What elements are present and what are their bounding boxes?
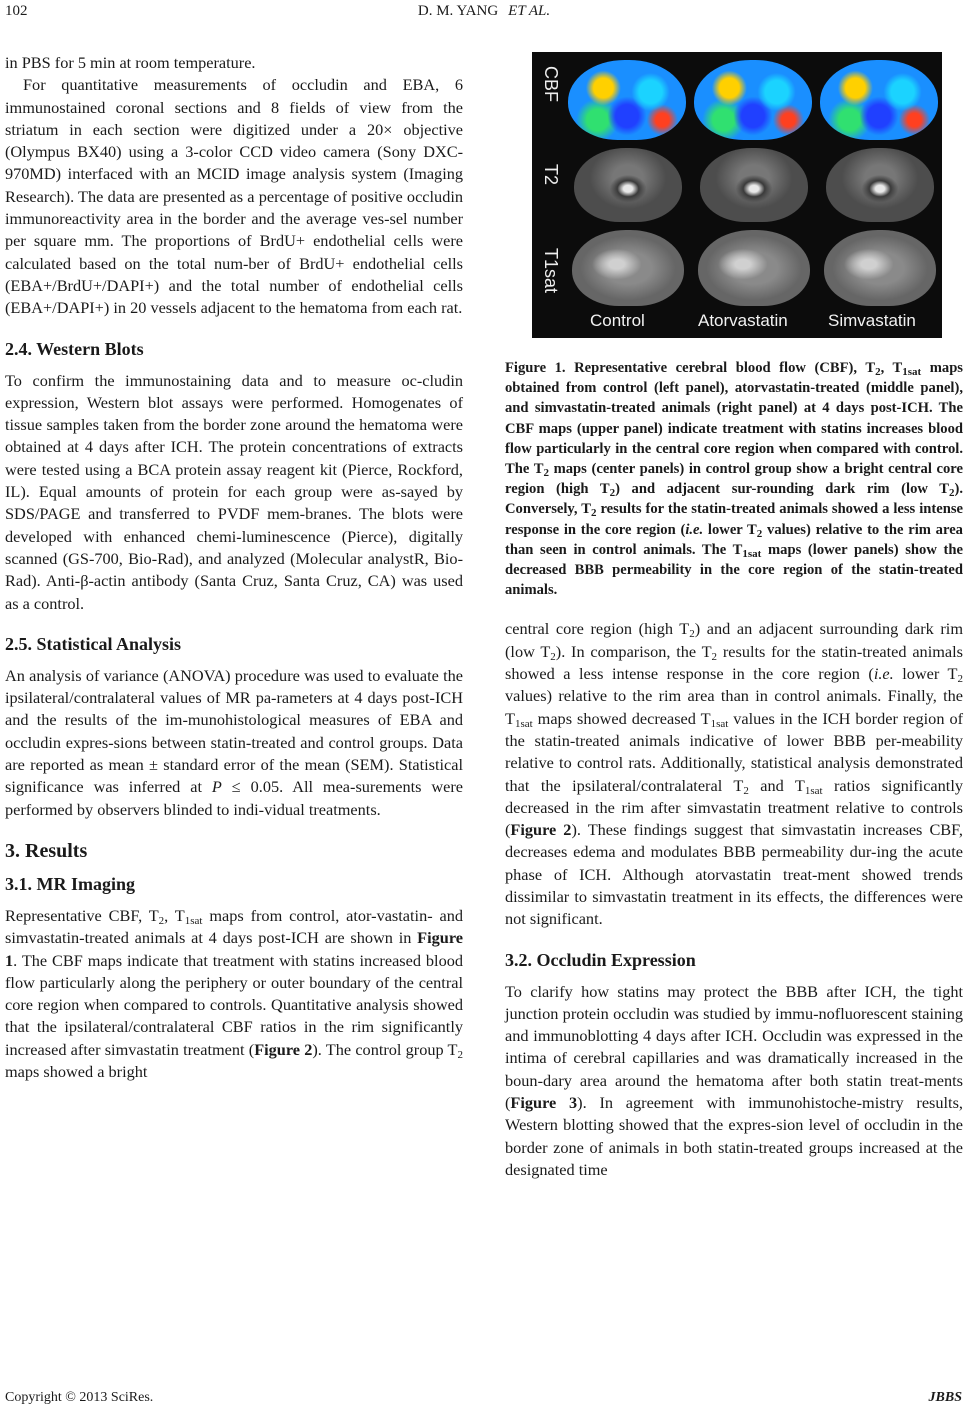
journal-name: JBBS xyxy=(928,1390,962,1405)
paragraph: Representative CBF, $T_2$, $T_{1sat}$ maps from control, ator-vastatin- and simvastatin-treated animals at 4 days post-ICH are shown in Figure 1. The CBF maps indicate that treatment with statins increased blood flow particularly along the periphery or outer boundary of the central core region when compared to controls. Quantitative analysis showed that the ipsilateral/contralateral CBF ratios in the rim significantly increased after simvastatin treatment (Figure 2). The control group $T_2$ maps showed a bright xyxy=(5,905,463,1081)
t2-map-atorvastatin xyxy=(700,148,808,222)
row-label-t1sat: T1sat xyxy=(541,248,561,294)
section-heading-2-5: 2.5. Statistical Analysis xyxy=(5,633,182,654)
t2-map-simvastatin xyxy=(826,148,934,222)
group-label-atorvastatin: Atorvastatin xyxy=(698,311,788,330)
section-heading-3-1: 3.1. MR Imaging xyxy=(5,873,135,894)
cbf-map-atorvastatin xyxy=(694,60,812,140)
t1sat-map-simvastatin xyxy=(824,230,936,306)
t1sat-map-atorvastatin xyxy=(698,230,810,306)
running-header xyxy=(0,0,968,30)
section-heading-3-2: 3.2. Occludin Expression xyxy=(505,949,696,970)
figure-1-caption: Figure 1. Representative cerebral blood flow (CBF), $T_2$, $T_{1sat}$ maps obtained from control (left panel), atorvastatin-treated (middle panel), and simvastatin-treated animals (right panel) at 4 days post-ICH. The CBF maps (upper panel) indicate treatment with statins increases blood flow particularly in the central core region when compared with control. The $T_2$ maps (center panels) in control group show a bright central core region (high $T_2$) and adjacent sur-rounding dark rim (low $T_2$). Conversely, $T_2$ results for the statin-treated animals showed a less intense response in the core region (i.e. lower $T_2$ values) relative to the rim area than seen in control animals. The $T_{1sat}$ maps (lower panels) show the decreased BBB permeability in the core region of the statin-treated animals. xyxy=(505,360,964,599)
right-column xyxy=(505,52,963,1181)
copyright: Copyright © 2013 SciRes. xyxy=(5,1390,154,1405)
paragraph: For quantitative measurements of occludin and EBA, 6 immunostained coronal sections and 8 fields of view from the striatum in each section were digitized under a 20× objective (Olympus BX40) using a 3-color CCD video camera (Sony DXC-970MD) interfaced with an MCID image analysis system (Imaging Research). The data are presented as a percentage of positive occludin immunoreactivity area in the border and the average ves-sel number per square mm. The proportions of BrdU+ endothelial cells were calculated based on the total num-ber of BrdU+ endothelial cells (EBA+/BrdU+/DAPI+) and the total number of endothelial cells (EBA+/DAPI+) in 20 vessels adjacent to the hematoma from each rat. xyxy=(5,75,463,318)
row-label-cbf: CBF xyxy=(541,66,561,102)
cbf-map-control xyxy=(568,60,686,140)
figure-1-image xyxy=(532,52,942,338)
row-label-t2: T2 xyxy=(541,164,561,186)
t1sat-map-control xyxy=(572,230,684,306)
t2-map-control xyxy=(574,148,682,222)
paragraph: An analysis of variance (ANOVA) procedure was used to evaluate the ipsilateral/contralateral values of MR pa-rameters at 4 days post-ICH and the results of the im-munohistological measures of EBA and occludin expres-sions between statin-treated and control groups. Data are reported as mean ± standard error of the mean (SEM). Statistical significance was inferred at P ≤ 0.05. All mea-surements were performed by observers blinded to indi-vidual treatments. xyxy=(5,665,464,819)
paragraph: To clarify how statins may protect the BBB after ICH, the tight junction protein occludin was studied by immu-nofluorescent staining and immunoblotting 4 days after ICH. Occludin was expressed in the intima of cerebral capillaries and was dramatically increased in the boun-dary area around the hematoma after both statin treat-ments (Figure 3). In agreement with immunohistoche-mistry results, Western blotting showed that the expres-sion level of occludin in the border zone of animals in both statin-treated groups increased at the designated time xyxy=(505,981,963,1179)
section-heading-2-4: 2.4. Western Blots xyxy=(5,338,144,359)
group-label-simvastatin: Simvastatin xyxy=(828,311,916,330)
paragraph: in PBS for 5 min at room temperature. xyxy=(5,53,256,72)
running-authors: D. M. YANG ET AL. xyxy=(417,3,551,19)
page-number: 102 xyxy=(5,3,28,19)
section-heading-3: 3. Results xyxy=(5,839,88,862)
paragraph: central core region (high $T_2$) and an adjacent surrounding dark rim (low $T_2$). In comparison, the $T_2$ results for the statin-treated animals showed a less intense response in the core region (i.e. lower $T_2$ values) relative to the rim area than in control animals. Finally, the $T_{1sat}$ maps showed decreased $T_{1sat}$ values in the ICH border region of the statin-treated animals indicative of lower BBB per-meability relative to control rats. Additionally, statistical analysis demonstrated that the ipsilateral/contralateral $T_2$ and $T_{1sat}$ ratios significantly decreased in the rim after simvastatin treatment relative to controls (Figure 2). These findings suggest that simvastatin increases CBF, decreases edema and modulates BBB permeability dur-ing the acute phase of ICH. Although atorvastatin treat-ment showed trends dissimilar to simvastatin treatment in its effects, the differences were not significant. xyxy=(505,619,964,929)
paragraph: To confirm the immunostaining data and to measure oc-cludin expression, Western blot assays were performed. Homogenates of tissue samples taken from the border zone around the hematoma were obtained at 4 days after ICH. The protein concentrations of extracts were tested using a BCA protein assay reagent kit (Pierce, Rockford, IL). Equal amounts of protein for each group were as-sayed by SDS/PAGE and transferred to PVDF mem-branes. The blots were developed with enhanced chemi-luminescence (Pierce), digitally scanned (GS-700, Bio-Rad), and analyzed (Molecular analystR, Bio-Rad). Anti-β-actin antibody (Santa Cruz, Santa Cruz, CA) was used as a control. xyxy=(5,370,463,613)
group-label-control: Control xyxy=(590,311,645,330)
cbf-map-simvastatin xyxy=(820,60,938,140)
left-column xyxy=(5,52,463,1083)
